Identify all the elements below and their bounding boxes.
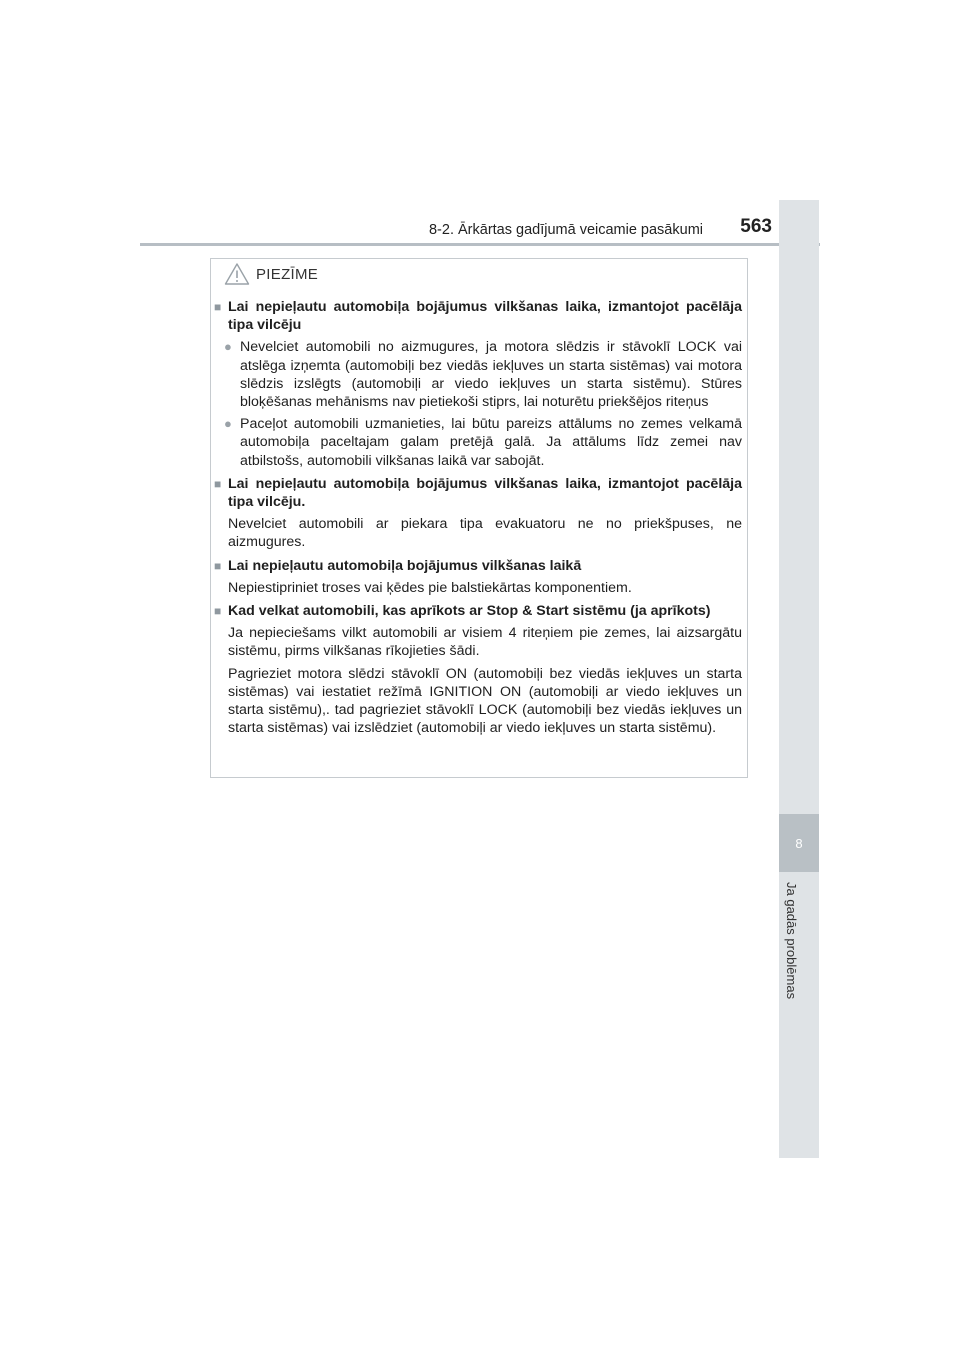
- warning-triangle-icon: [224, 262, 250, 286]
- list-item: ● Nevelciet automobili no aizmugures, ja motora slēdzis ir stāvoklī LOCK vai atslēga izņemta (automobiļi bez viedās iekļuves un starta sistēmas) vai motora slēdzis izslēgts (automobiļi ar viedo iekļuves un starta sistēmu). Stūres bloķēšanas mehānisms nav pietiekoši stiprs, lai noturētu priekšējos riteņus: [224, 339, 742, 411]
- chapter-number: 8: [779, 814, 819, 872]
- section-heading: ■ Kad velkat automobili, kas aprīkots ar Stop & Start sistēmu (ja aprīkots): [214, 603, 711, 620]
- chapter-side-tab: [779, 200, 819, 1158]
- page-number: 563: [740, 216, 772, 237]
- square-bullet-icon: ■: [214, 558, 222, 573]
- circle-bullet-icon: ●: [224, 416, 232, 432]
- circle-bullet-icon: ●: [224, 339, 232, 355]
- paragraph: Pagrieziet motora slēdzi stāvoklī ON (automobiļi bez viedās iekļuves un starta sistēmas) vai iestatiet režīmā IGNITION ON (automobiļi ar viedo iekļuves un starta sistēmu),. tad pagrieziet stāvoklī LOCK (automobiļi bez viedās iekļuves un starta sistēmas) vai izslēdziet (automobiļi ar viedo iekļuves un starta sistēmu).: [228, 665, 742, 737]
- section-heading: ■ Lai nepieļautu automobiļa bojājumus vilkšanas laika, izmantojot pacēlāja tipa vilcēju.: [214, 475, 742, 511]
- section-heading: ■ Lai nepieļautu automobiļa bojājumus vilkšanas laikā: [214, 557, 582, 574]
- note-header: [224, 261, 318, 287]
- section-title: 8-2. Ārkārtas gadījumā veicamie pasākumi: [428, 222, 703, 238]
- paragraph: Ja nepieciešams vilkt automobili ar visiem 4 riteņiem pie zemes, lai aizsargātu sistēmu, pirms vilkšanas rīkojieties šādi.: [228, 625, 742, 660]
- square-bullet-icon: ■: [214, 300, 222, 314]
- note-section: [214, 602, 742, 737]
- list-item: ● Paceļot automobili uzmanieties, lai būtu pareizs attālums no zemes velkamā automobiļa paceltajam galam pretējā galā. Ja attālums līdz zemei nav atbilstošs, automobili vilkšanas laikā var sabojāt.: [224, 416, 742, 469]
- square-bullet-icon: ■: [214, 604, 222, 619]
- note-section: [214, 475, 742, 552]
- note-content: [214, 298, 742, 742]
- note-section: [214, 298, 742, 470]
- square-bullet-icon: ■: [214, 476, 222, 491]
- chapter-label: Ja gadās problēmas: [784, 882, 799, 1000]
- header-rule: [140, 243, 820, 246]
- paragraph: Nepiestipriniet troses vai ķēdes pie balstiekārtas komponentiem.: [228, 579, 632, 596]
- paragraph: Nevelciet automobili ar piekara tipa evakuatoru ne no priekšpuses, ne aizmugures.: [228, 516, 742, 551]
- note-title: PIEZĪME: [256, 265, 319, 283]
- section-heading: ■ Lai nepieļautu automobiļa bojājumus vilkšanas laika, izmantojot pacēlāja tipa vilcēju: [214, 299, 742, 334]
- note-section: [214, 557, 742, 597]
